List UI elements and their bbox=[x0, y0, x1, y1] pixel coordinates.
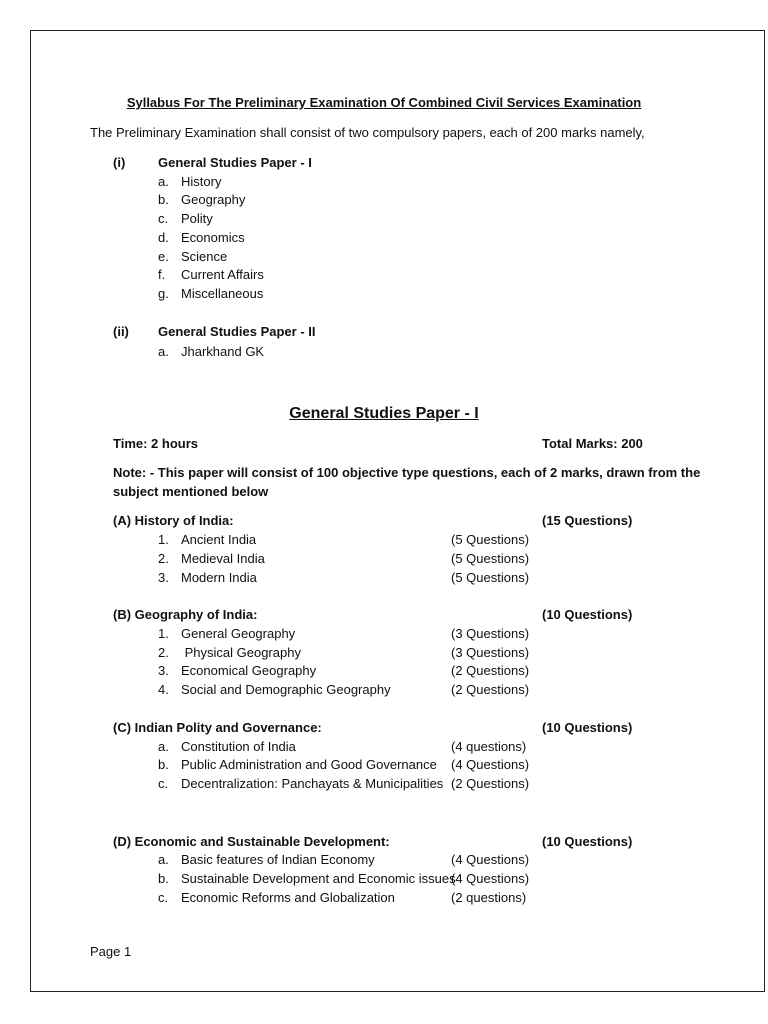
list-item: Geography bbox=[181, 192, 246, 207]
question-count: (4 questions) bbox=[451, 739, 527, 754]
list-marker: a. bbox=[158, 344, 169, 359]
subject-count: (10 Questions) bbox=[542, 720, 633, 735]
list-item: Social and Demographic Geography bbox=[181, 682, 391, 697]
time-label: Time: 2 hours bbox=[113, 436, 199, 451]
list-item: Jharkhand GK bbox=[181, 344, 265, 359]
list-marker: f. bbox=[158, 267, 166, 282]
list-item: Economic Reforms and Globalization bbox=[181, 890, 395, 905]
list-item: Miscellaneous bbox=[181, 286, 264, 301]
subject-heading: (D) Economic and Sustainable Development: bbox=[113, 834, 390, 849]
question-count: (5 Questions) bbox=[451, 570, 530, 585]
list-marker: 1. bbox=[158, 626, 169, 641]
subject-count: (15 Questions) bbox=[542, 513, 633, 528]
list-marker: b. bbox=[158, 871, 169, 886]
list-marker: 1. bbox=[158, 532, 169, 547]
list-item: General Geography bbox=[181, 626, 296, 641]
list-item: Constitution of India bbox=[181, 739, 296, 754]
list-marker: a. bbox=[158, 852, 169, 867]
paper-title: General Studies Paper - II bbox=[158, 324, 316, 339]
list-marker: 3. bbox=[158, 663, 169, 678]
list-marker: c. bbox=[158, 776, 169, 791]
intro-text: The Preliminary Examination shall consist of two compulsory papers, each of 200 marks namely, bbox=[90, 125, 645, 140]
list-marker: d. bbox=[158, 230, 169, 245]
list-marker: a. bbox=[158, 174, 169, 189]
list-item: Medieval India bbox=[181, 551, 265, 566]
list-marker: b. bbox=[158, 757, 169, 772]
question-count: (4 Questions) bbox=[451, 852, 530, 867]
list-marker: 4. bbox=[158, 682, 169, 697]
list-item: Basic features of Indian Economy bbox=[181, 852, 375, 867]
list-item: Modern India bbox=[181, 570, 257, 585]
question-count: (2 questions) bbox=[451, 890, 527, 905]
list-item: History bbox=[181, 174, 222, 189]
list-item: Sustainable Development and Economic issues bbox=[181, 871, 456, 886]
paper-number: (i) bbox=[113, 155, 126, 170]
note-line: Note: - This paper will consist of 100 objective type questions, each of 2 marks, drawn from the bbox=[113, 465, 701, 480]
subject-heading: (B) Geography of India: bbox=[113, 607, 258, 622]
list-item: Economics bbox=[181, 230, 245, 245]
list-marker: c. bbox=[158, 890, 169, 905]
paper-title: General Studies Paper - I bbox=[158, 155, 312, 170]
list-marker: a. bbox=[158, 739, 169, 754]
total-marks-label: Total Marks: 200 bbox=[542, 436, 643, 451]
paper-number: (ii) bbox=[113, 324, 129, 339]
list-item: Public Administration and Good Governance bbox=[181, 757, 437, 772]
list-marker: g. bbox=[158, 286, 169, 301]
subject-count: (10 Questions) bbox=[542, 607, 633, 622]
question-count: (3 Questions) bbox=[451, 626, 530, 641]
question-count: (5 Questions) bbox=[451, 551, 530, 566]
list-item: Economical Geography bbox=[181, 663, 317, 678]
question-count: (5 Questions) bbox=[451, 532, 530, 547]
list-marker: b. bbox=[158, 192, 169, 207]
question-count: (4 Questions) bbox=[451, 871, 530, 886]
list-marker: 2. bbox=[158, 551, 169, 566]
list-marker: 3. bbox=[158, 570, 169, 585]
question-count: (2 Questions) bbox=[451, 682, 530, 697]
note-line: subject mentioned below bbox=[113, 484, 269, 499]
list-item: Science bbox=[181, 249, 228, 264]
subject-heading: (A) History of India: bbox=[113, 513, 234, 528]
document-title: Syllabus For The Preliminary Examination Of Combined Civil Services Examination bbox=[126, 95, 642, 110]
page-number: Page 1 bbox=[90, 944, 132, 959]
question-count: (4 Questions) bbox=[451, 757, 530, 772]
question-count: (2 Questions) bbox=[451, 776, 530, 791]
question-count: (3 Questions) bbox=[451, 645, 530, 660]
list-item: Ancient India bbox=[181, 532, 257, 547]
list-item: Polity bbox=[181, 211, 213, 226]
list-marker: c. bbox=[158, 211, 169, 226]
section-heading: General Studies Paper - I bbox=[289, 405, 479, 422]
list-marker: 2. bbox=[158, 645, 169, 660]
subject-heading: (C) Indian Polity and Governance: bbox=[113, 720, 322, 735]
subject-count: (10 Questions) bbox=[542, 834, 633, 849]
question-count: (2 Questions) bbox=[451, 663, 530, 678]
list-item: Physical Geography bbox=[181, 645, 301, 660]
list-item: Decentralization: Panchayats & Municipalities bbox=[181, 776, 444, 791]
list-marker: e. bbox=[158, 249, 169, 264]
list-item: Current Affairs bbox=[181, 267, 264, 282]
